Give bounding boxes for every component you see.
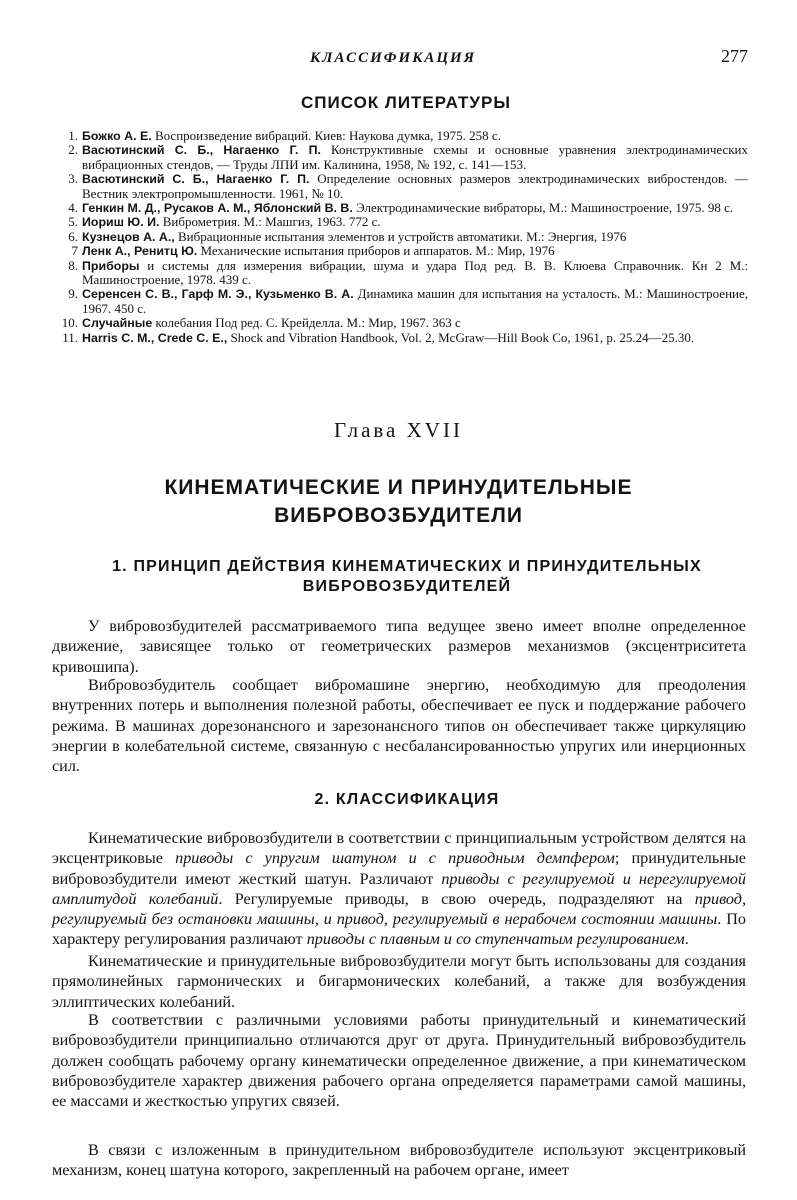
text-run: . Регулируемые приводы, в свою очередь, подразделяют на [218, 889, 695, 908]
reference-number: 11. [62, 329, 78, 345]
reference-authors: Божко А. Е. [82, 129, 152, 143]
reference-text: Электродинамические вибраторы, М.: Машиностроение, 1975. 98 с. [352, 200, 734, 216]
text-run: . [684, 930, 689, 949]
reference-item [58, 129, 748, 143]
chapter-title-line: КИНЕМАТИЧЕСКИЕ И ПРИНУДИТЕЛЬНЫЕ [164, 476, 633, 499]
reference-item [58, 201, 748, 215]
reference-number: 10. [61, 315, 78, 331]
reference-authors: Васютинский С. Б., Нагаенко Г. П. [82, 172, 310, 187]
italic-term: приводы с регулируемой и нерегулируемой амплитудой колебаний [52, 869, 746, 908]
reference-item [58, 244, 748, 258]
reference-number: 6. [68, 228, 78, 244]
text-run: . По характеру регулирования различают [52, 910, 746, 949]
reference-authors: Васютинский С. Б., Нагаенко Г. П. [82, 143, 321, 158]
bibliography-list [58, 129, 748, 345]
reference-text: Shock and Vibration Handbook, Vol. 2, McGraw—Hill Book Co, 1961, p. 25.24—25.30. [227, 329, 695, 345]
reference-text: Вибрационные испытания элементов и устройств автоматики. М.: Энергия, 1976 [174, 228, 627, 244]
chapter-title-line: ВИБРОВОЗБУДИТЕЛИ [274, 504, 523, 527]
body-paragraph: Кинематические и принудительные вибровозбудители могут быть использованы для создания прямолинейных гармонических и бигармонических колебаний, а также для возбуждения эллиптических колебаний. [52, 952, 746, 1011]
reference-text: Воспроизведение вибраций. Киев: Наукова думка, 1975. 258 с. [151, 128, 501, 143]
reference-authors: Harris C. M., Crede C. E., [82, 330, 228, 345]
body-paragraph: В соответствии с различными условиями работы принудительный и кинематический вибровозбудители принципиально отличаются друг от друга. Принудительный вибровозбудитель должен сообщать рабочему органу кинематически определенное движение, а при кинематическом вибровозбудителе характер движения рабочего органа определяется параметрами самой машины, ее массами и жесткостью упругих связей. [52, 1011, 746, 1111]
reference-number: 1. [68, 128, 78, 143]
reference-authors: Генкин М. Д., Русаков А. М., Яблонский В. В. [82, 201, 353, 216]
reference-item [58, 287, 748, 316]
bibliography-title: СПИСОК ЛИТЕРАТУРЫ [301, 93, 511, 112]
reference-number: 5. [68, 214, 78, 230]
reference-number: 8. [68, 257, 78, 273]
italic-term: привод, регулируемый без остановки машины, и привод, регулируемый в нерабочем состоянии машины [52, 889, 746, 929]
reference-item [58, 316, 748, 330]
reference-item [58, 230, 748, 244]
reference-number: 7 [71, 243, 78, 259]
reference-authors: Ленк А., Ренитц Ю. [82, 244, 198, 259]
reference-item [58, 259, 748, 288]
reference-authors: Иориш Ю. И. [82, 215, 160, 230]
reference-number: 9. [68, 286, 78, 302]
section-heading [50, 557, 764, 597]
reference-number: 4. [68, 200, 78, 216]
reference-item [58, 215, 748, 229]
reference-text: Виброметрия. М.: Машгиз, 1963. 772 с. [159, 214, 381, 230]
reference-text: колебания Под ред. С. Крейделла. М.: Мир, 1967. 363 с [152, 315, 461, 331]
reference-item [58, 143, 748, 172]
page-number: 277 [721, 46, 748, 66]
reference-authors: Кузнецов А. А., [82, 229, 175, 244]
reference-authors: Случайные [82, 316, 153, 331]
reference-authors: Приборы [82, 258, 140, 273]
body-paragraph [52, 828, 746, 950]
section-heading: 2. КЛАССИФИКАЦИЯ [314, 791, 500, 808]
reference-text: и системы для измерения вибрации, шума и удара Под ред. В. В. Клюева Справочник. Кн 2 М.: Машиностроение, 1978. 439 с. [82, 257, 748, 288]
reference-number: 3. [68, 171, 78, 187]
reference-text: Динамика машин для испытания на усталость. М.: Машиностроение, 1967. 450 с. [82, 286, 748, 316]
italic-term: приводы с плавным и со ступенчатым регулированием [306, 930, 685, 949]
text-run: ; принудительные вибровозбудители имеют жесткий шатун. Различают [52, 849, 746, 888]
chapter-label: Глава XVII [334, 418, 463, 442]
chapter-title [0, 474, 797, 530]
reference-item [58, 331, 748, 345]
reference-number: 2. [68, 142, 78, 158]
text-run: Кинематические вибровозбудители в соответствии с принципиальным устройством делятся на эксцентриковые [52, 829, 746, 868]
body-paragraph: Вибровозбудитель сообщает вибромашине энергию, необходимую для преодоления внутренних потерь и выполнения полезной работы, обеспечивает ее пуск и поддержание рабочего режима. В машинах дорезонансного и зарезонансного типов он обеспечивает также циркуляцию энергии в колебательной системе, связанную с несбалансированностью упругих или инерционных сил. [52, 676, 746, 776]
running-head: КЛАССИФИКАЦИЯ [310, 50, 477, 66]
reference-text: Механические испытания приборов и аппаратов. М.: Мир, 1976 [197, 243, 555, 259]
reference-text: Определение основных размеров электродинамических вибростендов. — Вестник электропромышленности. 1961, № 10. [82, 171, 749, 201]
body-paragraph: У вибровозбудителей рассматриваемого типа ведущее звено имеет вполне определенное движение, зависящее только от геометрических размеров механизмов (эксцентриситета кривошипа). [52, 617, 746, 676]
reference-item [58, 172, 748, 201]
reference-authors: Серенсен С. В., Гарф М. Э., Кузьменко В. А. [82, 287, 354, 302]
body-paragraph: В связи с изложенным в принудительном вибровозбудителе используют эксцентриковый механизм, конец шатуна которого, закрепленный на рабочем органе, имеет [52, 1141, 746, 1180]
reference-text: Конструктивные схемы и основные уравнения электродинамических вибрационных стендов, — Труды ЛПИ им. Калинина, 1958, № 192, с. 141—153. [82, 142, 749, 172]
section-heading-line: 1. ПРИНЦИП ДЕЙСТВИЯ КИНЕМАТИЧЕСКИХ И ПРИНУДИТЕЛЬНЫХ [112, 558, 702, 575]
italic-term: приводы с упругим шатуном и с приводным демпфером [175, 849, 615, 868]
section-heading-line: ВИБРОВОЗБУДИТЕЛЕЙ [302, 578, 512, 595]
